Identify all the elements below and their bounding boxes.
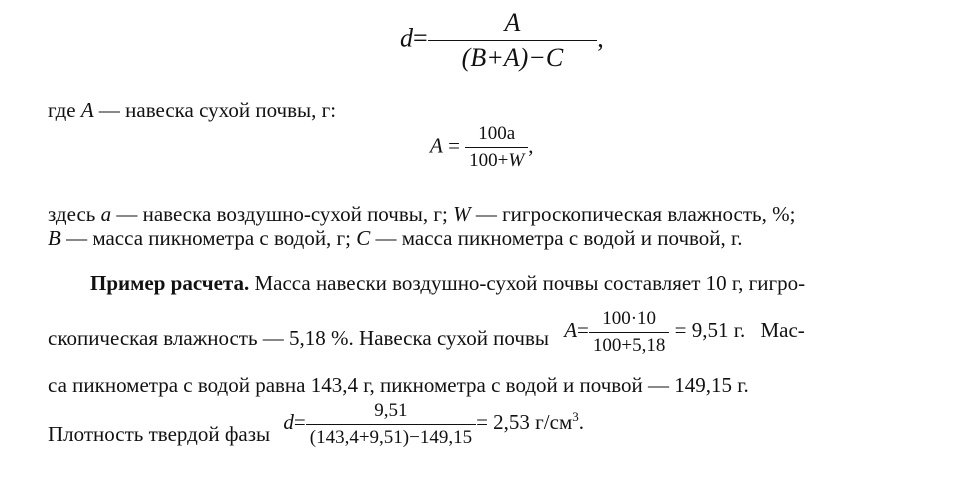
example-line-2: скопическая влажность — 5,18 %. Навеска сухой почвы A= $\frac{100\cdot 10}{100+5,18}$ = 9,51 г. Мас- xyxy=(48,308,805,356)
where-line: где A — навеска сухой почвы, г: xyxy=(48,98,337,122)
example-heading: Пример расчета. xyxy=(90,271,250,295)
formula-a-numeric: A= $\frac{100\cdot 10}{100+5,18}$ = 9,51 г. xyxy=(564,308,746,356)
example-line-3: са пикнометра с водой равна 143,4 г, пикнометра с водой и почвой — 149,15 г. xyxy=(48,373,749,397)
definitions-line-2: B — масса пикнометра с водой, г; C — масса пикнометра с водой и почвой, г. xyxy=(48,226,743,250)
example-line-1: Пример расчета. Масса навески воздушно-сухой почвы составляет 10 г, гигро- xyxy=(90,271,806,295)
definitions-line-1: здесь a — навеска воздушно-сухой почвы, г; W — гигроскопическая влажность, %; xyxy=(48,202,796,226)
main-formula: d= $\frac{A}{(B+A)-C}$ , xyxy=(400,8,604,72)
example-line-4: Плотность твердой фазы d= $\frac{9,51}{(143,4+9,51)-149,15}$ = 2,53 $г/см^3$. xyxy=(48,400,584,448)
formula-a: A = $\frac{100a}{100+W}$ , xyxy=(430,123,534,171)
main-fraction: $\frac{A}{(B+A)-C}$ xyxy=(428,8,598,73)
density-formula: d= $\frac{9,51}{(143,4+9,51)-149,15}$ = 2,53 $г/см^3$. xyxy=(283,400,584,448)
var-d: d xyxy=(400,23,413,53)
formula-a-fraction: $\frac{100a}{100+W}$ xyxy=(465,123,528,172)
